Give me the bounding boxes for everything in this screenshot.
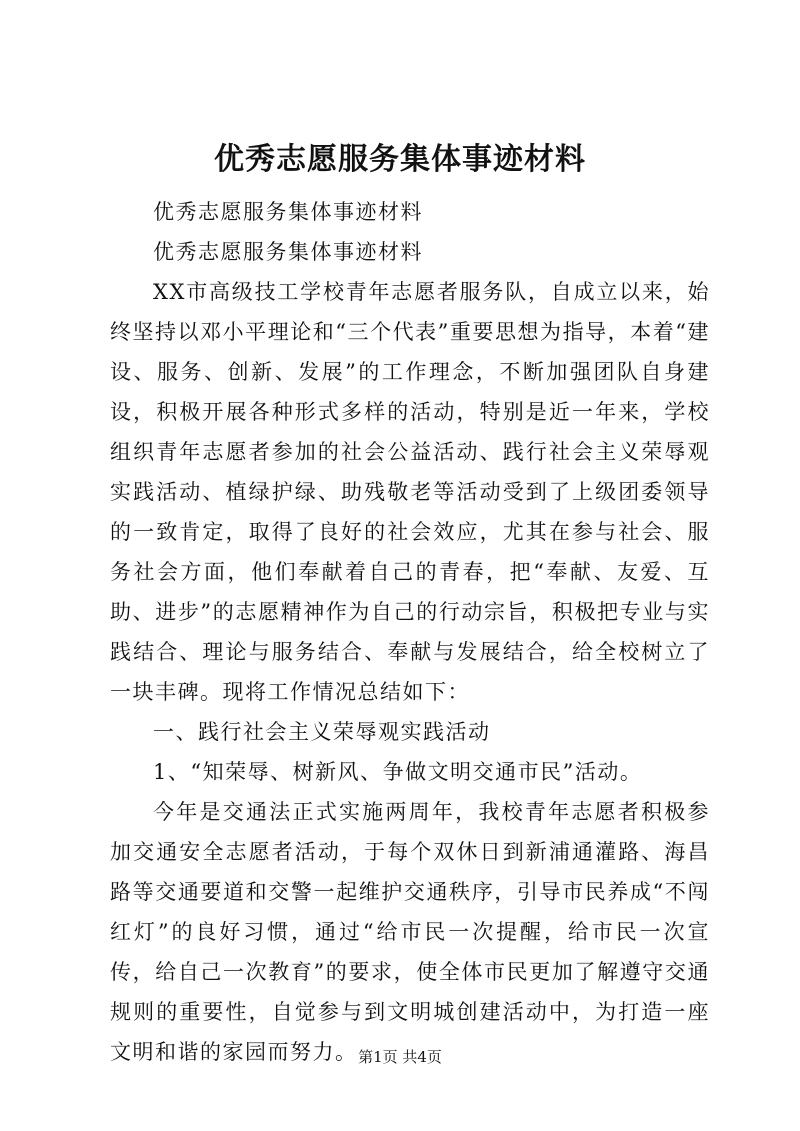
- paragraph-introduction: XX市高级技工学校青年志愿者服务队，自成立以来，始终坚持以邓小平理论和“三个代表”重要思想为指导，本着“建设、服务、创新、发展”的工作理念，不断加强团队自身建设，积极开展各种形式多样的活动，特别是近一年来，学校组织青年志愿者参加的社会公益活动、践行社会主义荣辱观实践活动、植绿护绿、助残敬老等活动受到了上级团委领导的一致肯定，取得了良好的社会效应，尤其在参与社会、服务社会方面，他们奉献着自己的青春，把“奉献、友爱、互助、进步”的志愿精神作为自己的行动宗旨，积极把专业与实践结合、理论与服务结合、奉献与发展结合，给全校树立了一块丰碑。现将工作情况总结如下：: [110, 280, 710, 704]
- subsection-heading: 1、“知荣辱、树新风、争做文明交通市民”活动。: [153, 760, 643, 784]
- document-title: 优秀志愿服务集体事迹材料: [214, 142, 586, 177]
- paragraph-subtitle-1: 优秀志愿服务集体事迹材料: [153, 200, 424, 224]
- page-number-footer: 第1页 共4页: [358, 1048, 442, 1066]
- section-heading: 一、践行社会主义荣辱观实践活动: [153, 720, 491, 744]
- paragraph-subtitle-2: 优秀志愿服务集体事迹材料: [153, 240, 424, 264]
- paragraph-traffic-activity: 今年是交通法正式实施两周年，我校青年志愿者积极参加交通安全志愿者活动，于每个双休日到新浦通灌路、海昌路等交通要道和交警一起维护交通秩序，引导市民养成“不闯红灯”的良好习惯，通过“给市民一次提醒，给市民一次宣传，给自己一次教育”的要求，使全体市民更加了解遵守交通规则的重要性，自觉参与到文明城创建活动中，为打造一座文明和谐的家园而努力。: [110, 800, 710, 1064]
- document-body: [110, 192, 710, 1072]
